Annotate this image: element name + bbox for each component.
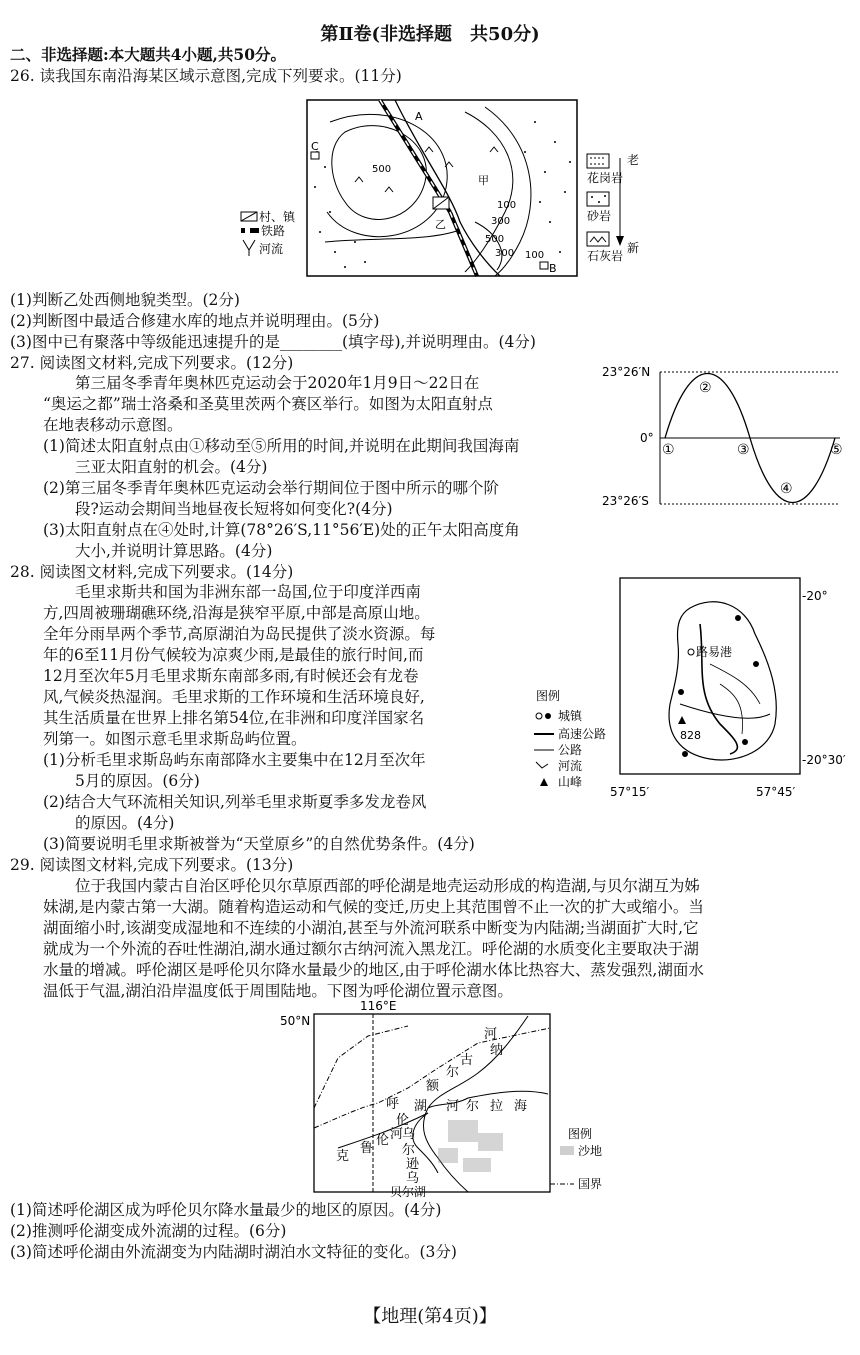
legend-highway-label: 高速公路: [558, 727, 607, 741]
q29-para-line: 位于我国内蒙古自治区呼伦贝尔草原西部的呼伦湖是地壳运动形成的构造湖,与贝尔湖互为姊: [75, 877, 700, 895]
river-label: 鲁: [360, 1141, 374, 1156]
river-label: 逊: [406, 1157, 420, 1172]
river-label: 额: [426, 1079, 440, 1094]
q26-sub2: (2)判断图中最适合修建水库的地点并说明理由。(5分): [10, 312, 380, 330]
q29-para-line: 就成为一个外流的吞吐性湖泊,湖水通过额尔古纳河流入黑龙江。呼伦湖的水质变化主要取决于湖: [43, 940, 699, 958]
q28-sub2-cont: 的原因。(4分): [75, 814, 175, 832]
point-a-label: A: [415, 110, 423, 123]
river-label: 克: [336, 1149, 350, 1164]
point-c-label: C: [311, 140, 319, 153]
q28-para-line: 全年分雨旱两个季节,高原湖泊为岛民提供了淡水资源。每: [43, 625, 436, 643]
legend-river-label: 河流: [259, 242, 284, 256]
sandstone-legend-icon: [587, 192, 609, 206]
river-label: 乌: [406, 1171, 420, 1186]
age-new-label: 新: [627, 241, 640, 255]
q28-para-line: 其生活质量在世界上排名第54位,在非洲和印度洋国家名: [43, 709, 425, 727]
paper-title: 第Ⅱ卷(非选择题 共50分): [320, 24, 540, 45]
contour-label: 500: [372, 164, 392, 175]
q27-para-line: 第三届冬季青年奥林匹克运动会于2020年1月9日～22日在: [75, 374, 480, 392]
river-label: 尔: [466, 1099, 480, 1114]
lon-5715-label: 57°15′: [610, 785, 650, 799]
q29-para-line: 湖面缩小时,该湖变成湿地和不连续的小湖泊,甚至与外流河联系中断变为内陆湖;当湖面扩大时,它: [43, 919, 699, 937]
buir-lake-label: 贝尔湖: [390, 1185, 427, 1198]
legend-sand-label: 沙地: [578, 1144, 603, 1158]
q28-stem: 28. 阅读图文材料,完成下列要求。(14分): [10, 563, 294, 581]
river-label: 乌: [402, 1127, 416, 1142]
q29-hulun-lake-map: [278, 998, 638, 1198]
peak-height-label: 828: [680, 729, 701, 742]
q28-para-line: 风,气候炎热湿润。毛里求斯的工作环境和生活环境良好,: [43, 688, 425, 706]
legend-sandstone-label: 砂岩: [587, 209, 612, 223]
contour-label: 300: [495, 248, 515, 259]
q29-sub3: (3)简述呼伦湖由外流湖变为内陆湖时湖泊水文特征的变化。(3分): [10, 1243, 457, 1261]
lake-label: 呼: [386, 1097, 400, 1112]
q27-sub1-cont: 三亚太阳直射的机会。(4分): [75, 458, 268, 476]
river-legend-icon: [243, 240, 255, 256]
lake-label: 湖: [414, 1099, 428, 1114]
point-jia-label: 甲: [478, 174, 489, 187]
lat-20-label: -20°: [802, 589, 828, 603]
q27-sub2-cont: 段?运动会期间当地昼夜长短将如何变化?(4分): [75, 500, 393, 518]
river-label: 古: [460, 1053, 474, 1068]
lat-2030-label: -20°30′: [802, 753, 846, 767]
point-b-label: B: [549, 262, 557, 275]
lon-5745-label: 57°45′: [756, 785, 796, 799]
legend-railway-label: 铁路: [261, 224, 286, 238]
lake-label: 伦: [396, 1113, 410, 1128]
point-4-label: ④: [780, 481, 793, 497]
q28-sub1: (1)分析毛里求斯岛屿东南部降水主要集中在12月至次年: [43, 751, 426, 769]
q28-sub1-cont: 5月的原因。(6分): [75, 772, 200, 790]
port-louis-label: 路易港: [696, 645, 733, 659]
river-label: 拉: [490, 1099, 504, 1114]
q26-sub1: (1)判断乙处西侧地貌类型。(2分): [10, 291, 240, 309]
river-label: 纳: [490, 1043, 504, 1058]
q27-stem: 27. 阅读图文材料,完成下列要求。(12分): [10, 354, 294, 372]
legend-road-label: 公路: [558, 743, 583, 757]
lon-116-label: 116°E: [360, 999, 397, 1013]
q29-sub2: (2)推测呼伦湖变成外流湖的过程。(6分): [10, 1222, 287, 1240]
point-1-label: ①: [662, 442, 675, 458]
river-label: 海: [514, 1099, 528, 1114]
legend-peak-label: 山峰: [558, 775, 583, 789]
q29-para-line: 水量的增减。呼伦湖区是呼伦贝尔降水量最少的地区,由于呼伦湖水体比热容大、蒸发强烈,湖面水: [43, 961, 704, 979]
q28-sub2: (2)结合大气环流相关知识,列举毛里求斯夏季多发龙卷风: [43, 793, 427, 811]
q27-para-line: 在地表移动示意图。: [43, 416, 183, 434]
q26-map: [235, 92, 665, 284]
q28-para-line: 年的6至11月份气候较为凉爽少雨,是最佳的旅行时间,而: [43, 646, 424, 664]
limestone-legend-icon: [587, 232, 609, 246]
lat-south-label: 23°26′S: [602, 494, 649, 508]
lat-50-label: 50°N: [280, 1014, 311, 1028]
legend-title: 图例: [568, 1127, 593, 1141]
q28-sub3: (3)简要说明毛里求斯被誉为“天堂原乡”的自然优势条件。(4分): [43, 835, 475, 853]
point-yi-label: 乙: [435, 218, 446, 231]
q27-sub2: (2)第三届冬季青年奥林匹克运动会举行期间位于图中所示的哪个阶: [43, 479, 499, 497]
q26-sub3: (3)图中已有聚落中等级能迅速提升的是________(填字母),并说明理由。(4分): [10, 333, 536, 351]
q27-sub3: (3)太阳直射点在④处时,计算(78°26′S,11°56′E)处的正午太阳高度角: [43, 521, 520, 539]
q29-para-line: 妹湖,是内蒙古第一大湖。随着构造运动和气候的变迁,历史上其范围曾不止一次的扩大或缩小。当: [43, 898, 704, 916]
contour-label: 300: [491, 216, 511, 227]
legend-town-label: 城镇: [558, 709, 583, 723]
legend-title: 图例: [536, 689, 561, 703]
river-label: 尔: [402, 1143, 416, 1158]
port-louis-marker: [688, 649, 694, 655]
lat-equator-label: 0°: [640, 431, 654, 445]
q29-para-line: 温低于气温,湖泊沿岸温度低于周围陆地。下图为呼伦湖位置示意图。: [43, 982, 513, 1000]
q27-sun-path-diagram: [600, 362, 850, 517]
page-footer: 【地理(第4页)】: [363, 1306, 497, 1327]
point-5-label: ⑤: [830, 442, 843, 458]
legend-border-label: 国界: [578, 1177, 603, 1191]
contour-label: 100: [497, 200, 517, 211]
granite-legend-icon: [587, 154, 609, 168]
river-label: 河: [446, 1099, 460, 1114]
river-label: 河: [484, 1027, 498, 1042]
q27-para-line: “奥运之都”瑞士洛桑和圣莫里茨两个赛区举行。如图为太阳直射点: [43, 395, 493, 413]
q28-para-line: 方,四周被珊瑚礁环绕,沿海是狭窄平原,中部是高原山地。: [43, 604, 430, 622]
q26-stem: 26. 读我国东南沿海某区域示意图,完成下列要求。(11分): [10, 67, 402, 85]
river-label: 尔: [446, 1065, 460, 1080]
legend-village-label: 村、镇: [259, 210, 296, 224]
q28-para-line: 12月至次年5月毛里求斯东南部多雨,有时候还会有龙卷: [43, 667, 419, 685]
lat-north-label: 23°26′N: [602, 365, 651, 379]
q27-sub3-cont: 大小,并说明计算思路。(4分): [75, 542, 273, 560]
legend-river-label: 河流: [558, 759, 583, 773]
q28-para-line: 列第一。如图示意毛里求斯岛屿位置。: [43, 730, 307, 748]
contour-label: 100: [525, 250, 545, 261]
q28-mauritius-map: [530, 574, 855, 806]
q28-para-line: 毛里求斯共和国为非洲东部一岛国,位于印度洋西南: [75, 583, 421, 601]
point-2-label: ②: [699, 380, 712, 396]
age-old-label: 老: [627, 153, 640, 167]
legend-limestone-label: 石灰岩: [587, 249, 624, 263]
river-label: 河: [390, 1127, 404, 1142]
river-label: 伦: [376, 1133, 390, 1148]
point-3-label: ③: [737, 442, 750, 458]
q29-stem: 29. 阅读图文材料,完成下列要求。(13分): [10, 856, 294, 874]
contour-label: 500: [485, 234, 505, 245]
q29-sub1: (1)简述呼伦湖区成为呼伦贝尔降水量最少的地区的原因。(4分): [10, 1201, 442, 1219]
q27-sub1: (1)简述太阳直射点由①移动至⑤所用的时间,并说明在此期间我国海南: [43, 437, 520, 455]
legend-granite-label: 花岗岩: [587, 171, 624, 185]
section-header: 二、非选择题:本大题共4小题,共50分。: [10, 45, 286, 64]
